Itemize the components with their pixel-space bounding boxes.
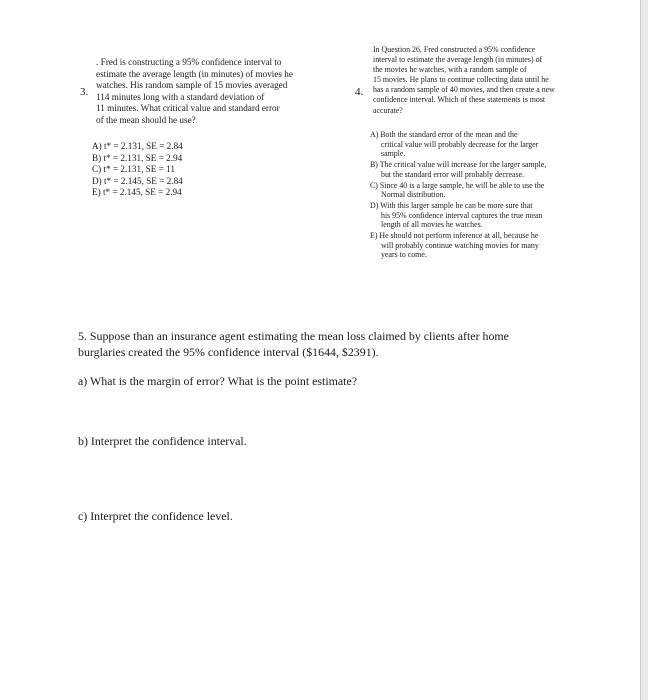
question-4-line: In Question 26, Fred constructed a 95% confidence — [373, 45, 536, 54]
option-text: Normal distribution. — [381, 190, 446, 200]
question-5-prompt — [78, 328, 509, 360]
question-4-options — [370, 130, 546, 261]
question-4-option-c — [370, 181, 546, 200]
option-text: years to come. — [381, 250, 427, 260]
question-4-line: has a random sample of 40 movies, and then create a new — [373, 85, 555, 95]
option-text: C) Since 40 is a large sample, he will be able to use the — [370, 180, 545, 190]
question-4-line: accurate? — [373, 105, 403, 115]
question-5-prompt-line: burglaries created the 95% confidence interval ($1644, $2391). — [78, 345, 379, 359]
question-3-line: 114 minutes long with a standard deviation of — [96, 91, 265, 102]
question-3-option-a: A) t* = 2.131, SE = 2.84 — [92, 141, 183, 151]
question-4-line: confidence interval. Which of these statements is most — [373, 95, 546, 105]
option-text: will probably continue watching movies for many — [381, 240, 539, 250]
question-3-line: 11 minutes. What critical value and standard error — [96, 103, 280, 114]
question-4-line: interval to estimate the average length (in minutes) of — [373, 55, 543, 65]
option-text: D) With this larger sample he can be more sure that — [370, 200, 533, 210]
question-4-option-d — [370, 201, 546, 230]
question-4-line: the movies he watches, with a random sample of — [373, 65, 527, 75]
question-3-line: of the mean should he use? — [96, 114, 196, 125]
question-3-number: 3. — [80, 86, 89, 98]
option-text: E) He should not perform inference at all, because he — [370, 231, 539, 241]
option-text: length of all movies he watches. — [381, 220, 483, 230]
question-4-text — [373, 45, 555, 116]
question-3-options — [92, 141, 183, 199]
option-text: sample. — [381, 149, 406, 159]
option-text: but the standard error will probably decrease. — [381, 169, 525, 179]
option-text: critical value will probably decrease for the larger — [381, 139, 539, 149]
question-5-part-a: a) What is the margin of error? What is the point estimate? — [78, 374, 358, 388]
question-3-line: estimate the average length (in minutes) of movies he — [96, 68, 293, 79]
question-4-option-b — [370, 160, 546, 179]
question-5-part-c: c) Interpret the confidence level. — [78, 509, 233, 523]
question-4-option-e — [370, 231, 546, 260]
question-5-part-b: b) Interpret the confidence interval. — [78, 434, 247, 448]
question-3-text — [96, 57, 293, 127]
question-3-option-d: D) t* = 2.145, SE = 2.84 — [92, 175, 183, 186]
question-4-number: 4. — [355, 86, 364, 98]
question-4-option-a — [370, 130, 546, 159]
option-text: B) The critical value will increase for the larger sample, — [370, 160, 547, 170]
question-3-option-c: C) t* = 2.131, SE = 11 — [92, 164, 176, 175]
question-3-option-b: B) t* = 2.131, SE = 2.94 — [92, 152, 183, 163]
page-edge-scrollbar — [640, 0, 648, 700]
question-4-line: 15 movies. He plans to continue collecting data until he — [373, 75, 549, 85]
option-text: A) Both the standard error of the mean and the — [370, 130, 518, 139]
question-3-line: . Fred is constructing a 95% confidence interval to — [96, 57, 282, 67]
option-text: his 95% confidence interval captures the true mean — [381, 210, 543, 220]
question-5-prompt-line: 5. Suppose than an insurance agent estimating the mean loss claimed by clients after home — [78, 329, 509, 343]
question-3-line: watches. His random sample of 15 movies averaged — [96, 80, 288, 91]
question-3-option-e: E) t* = 2.145, SE = 2.94 — [92, 187, 182, 198]
